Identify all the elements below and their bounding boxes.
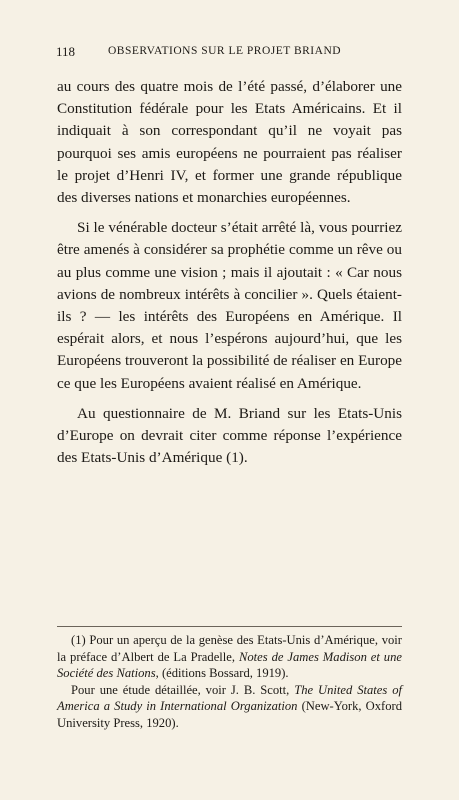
footnote-divider xyxy=(57,626,402,627)
paragraph-3: Au questionnaire de M. Briand sur les Etats-Unis d’Europe on devrait citer comme réponse l’expérience des Etats-Unis d’Amérique (1). xyxy=(57,404,402,467)
footnote-1: (1) Pour un aperçu de la genèse des Etats-Unis d’Amérique, voir la préface d’Albert de La Pradelle, Notes de James Madison et une Société des Nations, (éditions Bossard, 1919). xyxy=(57,633,402,681)
paragraph-2: Si le vénérable docteur s’était arrêté là, vous pourriez être amenés à considérer sa prophétie comme un rêve ou au plus comme une vision ; mais il ajoutait : « Car nous avions de nombreux intérêts à concilier ». Quels étaient-ils ? — les intérêts des Européens en Amérique. Il espérait alors, et nous l’espérons aujourd’hui, que les Européens trouveront la possibilité de réaliser en Europe ce que les Européens avaient réalisé en Amérique. xyxy=(57,219,402,392)
footnote-1-title: Notes de James Madison et une Société des Nations xyxy=(57,649,402,681)
page-number: 118 xyxy=(56,44,76,59)
footnotes xyxy=(57,632,402,732)
running-title: OBSERVATIONS SUR LE PROJET BRIAND xyxy=(108,45,342,57)
running-header xyxy=(52,44,411,62)
paragraph-1: au cours des quatre mois de l’été passé, d’élaborer une Constitution fédérale pour les Etats Américains. Et il indiquait à son correspondant qu’il ne voyait pas pourquoi ses amis européens ne pourraient pas réaliser le projet d’Henri IV, et former une grande république des diverses nations et monarchies européennes. xyxy=(57,78,402,207)
footnote-2: Pour une étude détaillée, voir J. B. Scott, The United States of America a Study in International Organization (New-York, Oxford University Press, 1920). xyxy=(57,682,403,730)
footnote-2-title: The United States of America a Study in International Organization xyxy=(57,682,403,714)
main-text xyxy=(57,76,402,469)
